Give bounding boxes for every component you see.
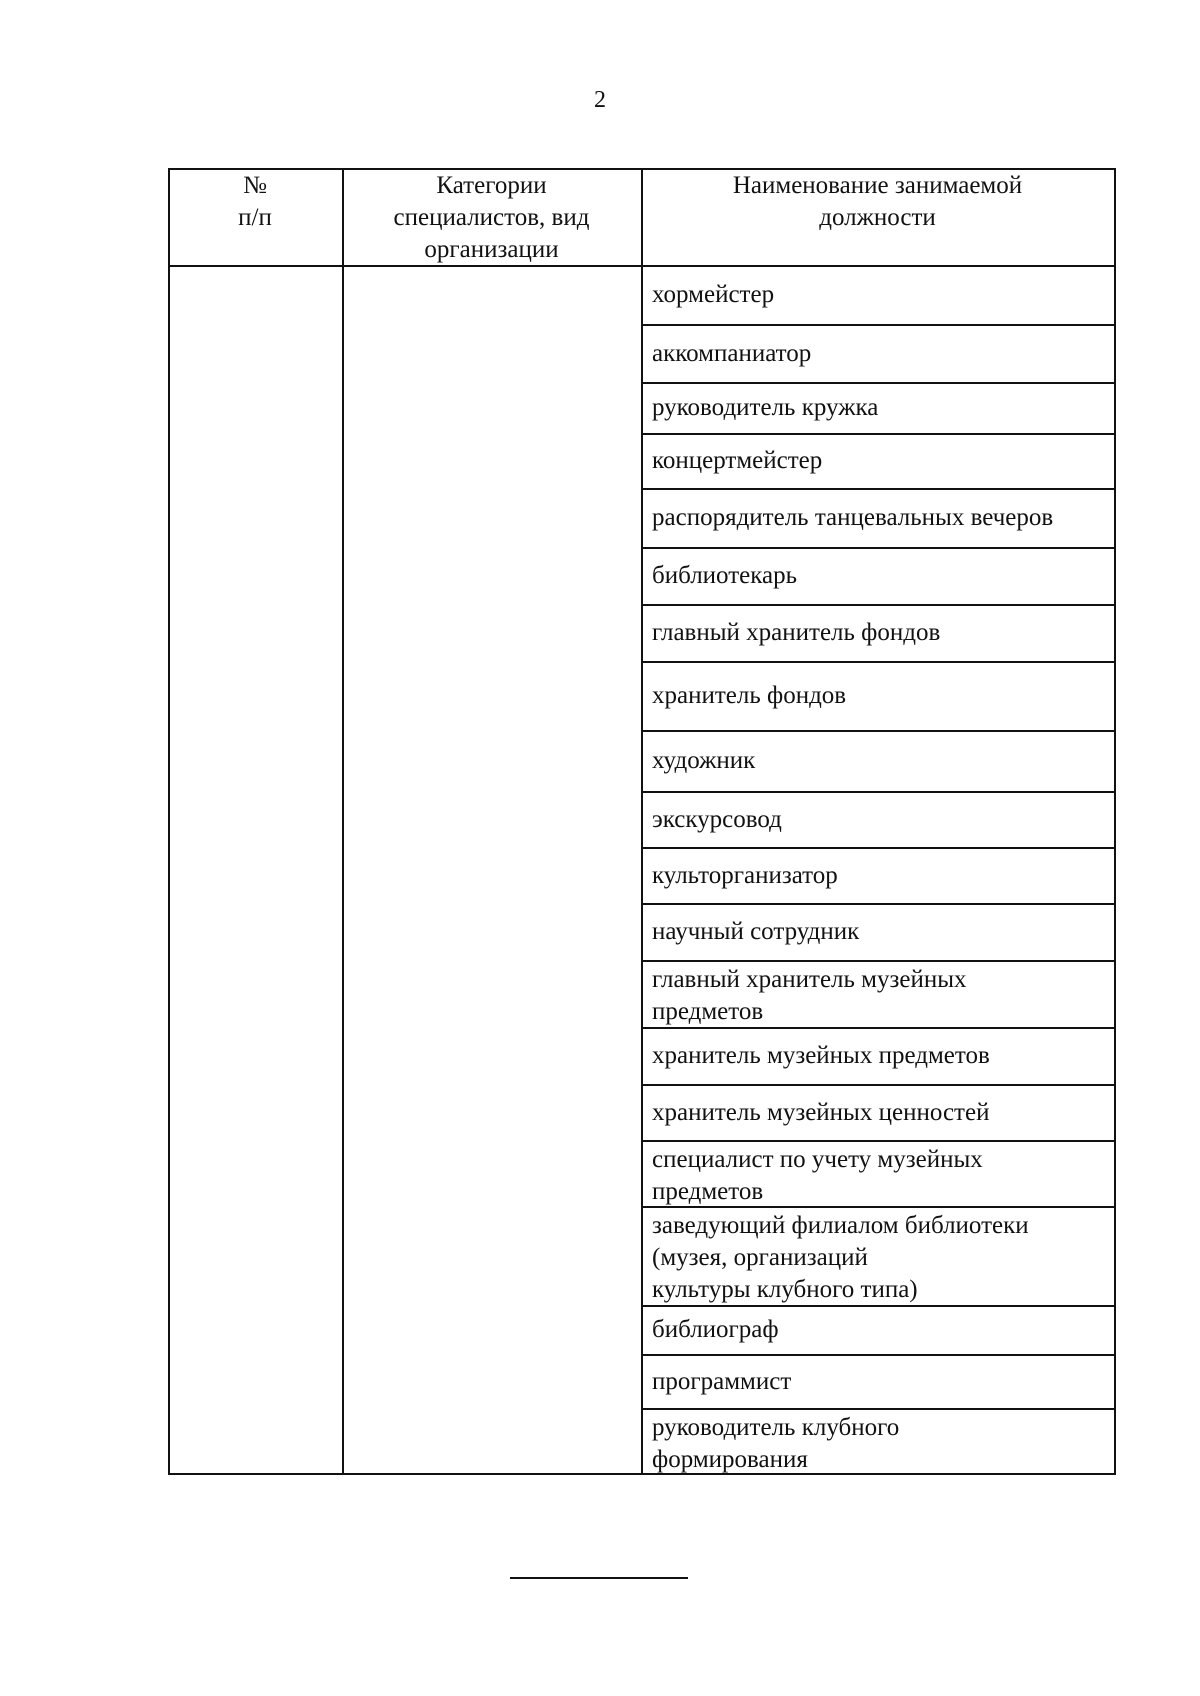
row-separator <box>641 547 1116 549</box>
position-title: формирования <box>652 1446 808 1473</box>
row-separator <box>641 324 1116 326</box>
header-number: № <box>243 172 267 199</box>
row-separator <box>641 1354 1116 1356</box>
position-title: главный хранитель музейных <box>652 966 967 993</box>
position-title: научный сотрудник <box>652 918 860 945</box>
row-separator <box>641 1140 1116 1142</box>
row-separator <box>641 1305 1116 1307</box>
row-separator <box>641 433 1116 435</box>
header-position-title: Наименование занимаемой <box>732 172 1023 199</box>
position-title: библиограф <box>652 1316 779 1343</box>
row-separator <box>641 1027 1116 1029</box>
position-title: концертмейстер <box>652 447 823 474</box>
position-title: хранитель фондов <box>652 682 847 709</box>
table-border-left <box>168 168 170 1475</box>
header-category: Категории <box>436 172 547 199</box>
table-border-right <box>1114 168 1116 1475</box>
position-title: главный хранитель фондов <box>652 619 941 646</box>
row-separator <box>641 604 1116 606</box>
row-separator <box>641 903 1116 905</box>
header-category: организации <box>424 236 559 263</box>
position-title: предметов <box>652 998 764 1025</box>
position-title: руководитель кружка <box>652 394 879 421</box>
position-title: программист <box>652 1368 792 1395</box>
footer-rule <box>510 1577 688 1579</box>
position-title: библиотекарь <box>652 562 798 589</box>
row-separator <box>641 847 1116 849</box>
header-position-title: должности <box>819 204 936 231</box>
row-separator <box>641 661 1116 663</box>
row-separator <box>641 1408 1116 1410</box>
column-separator <box>641 168 643 1475</box>
position-title: хранитель музейных ценностей <box>652 1099 990 1126</box>
position-title: культуры клубного типа) <box>652 1276 918 1303</box>
position-title: культорганизатор <box>652 862 838 889</box>
row-separator <box>641 791 1116 793</box>
column-separator <box>342 168 344 1475</box>
position-title: заведующий филиалом библиотеки <box>652 1212 1029 1239</box>
position-title: художник <box>652 747 756 774</box>
position-title: распорядитель танцевальных вечеров <box>652 504 1054 531</box>
header-number: п/п <box>238 204 272 231</box>
position-title: хранитель музейных предметов <box>652 1042 990 1069</box>
position-title: предметов <box>652 1178 764 1205</box>
row-separator <box>641 960 1116 962</box>
page-number: 2 <box>594 87 606 113</box>
header-separator <box>168 265 1116 267</box>
position-title: хормейстер <box>652 281 775 308</box>
row-separator <box>641 488 1116 490</box>
position-title: экскурсовод <box>652 806 782 833</box>
header-category: специалистов, вид <box>393 204 590 231</box>
row-separator <box>641 1084 1116 1086</box>
position-title: (музея, организаций <box>652 1244 868 1271</box>
row-separator <box>641 382 1116 384</box>
position-title: руководитель клубного <box>652 1414 900 1441</box>
position-title: аккомпаниатор <box>652 340 812 367</box>
row-separator <box>641 730 1116 732</box>
position-title: специалист по учету музейных <box>652 1146 983 1173</box>
